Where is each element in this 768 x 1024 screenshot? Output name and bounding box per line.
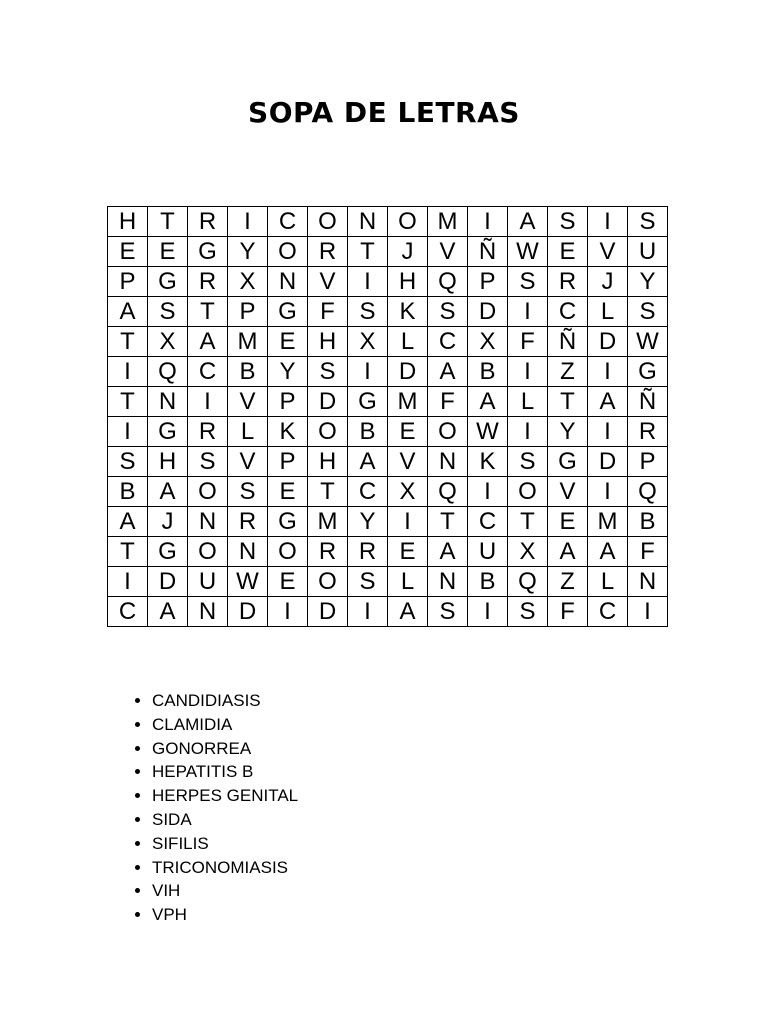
grid-cell: R [348, 537, 388, 567]
grid-cell: O [188, 477, 228, 507]
grid-cell: E [268, 327, 308, 357]
grid-cell: P [108, 267, 148, 297]
grid-cell: R [188, 267, 228, 297]
grid-row [108, 447, 668, 477]
grid-cell: Z [548, 567, 588, 597]
grid-cell: A [148, 477, 188, 507]
grid-cell: I [588, 417, 628, 447]
grid-cell: S [508, 597, 548, 627]
grid-cell: I [588, 477, 628, 507]
grid-cell: M [588, 507, 628, 537]
grid-cell: O [188, 537, 228, 567]
grid-cell: U [188, 567, 228, 597]
grid-cell: K [468, 447, 508, 477]
word-list-item: • SIDA [152, 808, 298, 832]
grid-cell: S [628, 207, 668, 237]
grid-cell: F [508, 327, 548, 357]
grid-cell: V [228, 447, 268, 477]
grid-cell: I [188, 387, 228, 417]
grid-cell: W [468, 417, 508, 447]
word-list-item: • TRICONOMIASIS [152, 856, 298, 880]
grid-cell: F [428, 387, 468, 417]
grid-cell: E [548, 237, 588, 267]
grid-cell: A [108, 297, 148, 327]
grid-cell: I [108, 567, 148, 597]
grid-cell: N [148, 387, 188, 417]
grid-cell: W [628, 327, 668, 357]
word-list-item: • CANDIDIASIS [152, 689, 298, 713]
grid-row [108, 507, 668, 537]
grid-cell: H [108, 207, 148, 237]
grid-cell: P [628, 447, 668, 477]
grid-cell: I [468, 597, 508, 627]
grid-cell: M [308, 507, 348, 537]
grid-cell: O [428, 417, 468, 447]
grid-cell: S [428, 297, 468, 327]
grid-cell: A [508, 207, 548, 237]
word-list-item: • VIH [152, 879, 298, 903]
grid-cell: M [228, 327, 268, 357]
grid-cell: I [508, 417, 548, 447]
grid-cell: O [308, 207, 348, 237]
grid-cell: L [588, 567, 628, 597]
grid-cell: R [548, 267, 588, 297]
grid-row [108, 327, 668, 357]
grid-cell: E [388, 417, 428, 447]
grid-cell: D [468, 297, 508, 327]
grid-cell: T [308, 477, 348, 507]
grid-cell: R [308, 237, 348, 267]
grid-cell: E [388, 537, 428, 567]
grid-cell: T [548, 387, 588, 417]
grid-cell: L [588, 297, 628, 327]
grid-cell: M [388, 387, 428, 417]
grid-cell: N [188, 507, 228, 537]
grid-cell: Y [628, 267, 668, 297]
grid-cell: V [548, 477, 588, 507]
grid-cell: C [108, 597, 148, 627]
grid-cell: T [428, 507, 468, 537]
grid-cell: L [388, 567, 428, 597]
grid-row [108, 417, 668, 447]
grid-cell: H [308, 327, 348, 357]
grid-cell: S [548, 207, 588, 237]
grid-cell: S [108, 447, 148, 477]
grid-cell: L [228, 417, 268, 447]
grid-cell: O [388, 207, 428, 237]
grid-cell: D [308, 387, 348, 417]
grid-cell: N [428, 447, 468, 477]
grid-cell: S [308, 357, 348, 387]
grid-cell: U [628, 237, 668, 267]
grid-cell: A [428, 537, 468, 567]
grid-cell: M [428, 207, 468, 237]
grid-cell: A [188, 327, 228, 357]
grid-cell: X [148, 327, 188, 357]
grid-cell: N [628, 567, 668, 597]
grid-cell: I [468, 207, 508, 237]
grid-cell: A [148, 597, 188, 627]
word-search-grid [107, 206, 668, 627]
grid-cell: G [268, 507, 308, 537]
grid-cell: C [188, 357, 228, 387]
grid-cell: I [228, 207, 268, 237]
grid-cell: N [228, 537, 268, 567]
grid-cell: G [148, 417, 188, 447]
page-title: SOPA DE LETRAS [248, 96, 520, 129]
grid-cell: R [308, 537, 348, 567]
grid-cell: S [228, 477, 268, 507]
grid-cell: A [388, 597, 428, 627]
grid-cell: A [548, 537, 588, 567]
grid-cell: P [228, 297, 268, 327]
grid-row [108, 297, 668, 327]
grid-cell: S [508, 447, 548, 477]
grid-cell: V [308, 267, 348, 297]
grid-cell: E [268, 567, 308, 597]
grid-cell: Ñ [468, 237, 508, 267]
grid-cell: X [348, 327, 388, 357]
grid-cell: F [308, 297, 348, 327]
grid-cell: S [508, 267, 548, 297]
grid-cell: H [308, 447, 348, 477]
grid-cell: H [388, 267, 428, 297]
grid-cell: I [508, 297, 548, 327]
grid-cell: G [148, 267, 188, 297]
word-list-item: • CLAMIDIA [152, 713, 298, 737]
grid-cell: J [148, 507, 188, 537]
grid-cell: G [348, 387, 388, 417]
grid-cell: J [388, 237, 428, 267]
grid-cell: R [188, 207, 228, 237]
grid-cell: V [428, 237, 468, 267]
grid-cell: G [628, 357, 668, 387]
grid-cell: V [228, 387, 268, 417]
grid-cell: D [588, 327, 628, 357]
grid-cell: O [268, 237, 308, 267]
grid-cell: H [148, 447, 188, 477]
word-list [110, 689, 298, 927]
grid-cell: I [588, 357, 628, 387]
grid-row [108, 537, 668, 567]
word-list-item: • GONORREA [152, 737, 298, 761]
word-list-item: • HEPATITIS B [152, 760, 298, 784]
grid-cell: C [268, 207, 308, 237]
grid-cell: C [348, 477, 388, 507]
grid-cell: X [388, 477, 428, 507]
grid-cell: I [348, 267, 388, 297]
grid-cell: I [508, 357, 548, 387]
grid-cell: W [508, 237, 548, 267]
grid-cell: S [348, 567, 388, 597]
grid-cell: I [268, 597, 308, 627]
grid-cell: I [468, 477, 508, 507]
grid-cell: D [228, 597, 268, 627]
grid-cell: Q [508, 567, 548, 597]
grid-cell: R [228, 507, 268, 537]
grid-cell: T [108, 327, 148, 357]
grid-cell: A [588, 387, 628, 417]
grid-cell: F [548, 597, 588, 627]
grid-cell: U [468, 537, 508, 567]
grid-cell: P [268, 387, 308, 417]
grid-cell: X [468, 327, 508, 357]
grid-cell: I [348, 597, 388, 627]
grid-cell: S [188, 447, 228, 477]
word-list-item: • VPH [152, 903, 298, 927]
grid-cell: N [268, 267, 308, 297]
grid-cell: C [548, 297, 588, 327]
grid-cell: V [588, 237, 628, 267]
grid-cell: B [228, 357, 268, 387]
grid-cell: B [108, 477, 148, 507]
grid-cell: I [108, 417, 148, 447]
grid-cell: I [108, 357, 148, 387]
grid-row [108, 207, 668, 237]
grid-cell: Ñ [548, 327, 588, 357]
grid-cell: E [148, 237, 188, 267]
grid-cell: A [588, 537, 628, 567]
grid-cell: O [268, 537, 308, 567]
grid-cell: A [468, 387, 508, 417]
grid-cell: D [308, 597, 348, 627]
grid-cell: A [348, 447, 388, 477]
grid-cell: Z [548, 357, 588, 387]
grid-cell: L [508, 387, 548, 417]
grid-cell: L [388, 327, 428, 357]
grid-cell: P [268, 447, 308, 477]
grid-cell: D [148, 567, 188, 597]
grid-cell: T [188, 297, 228, 327]
grid-cell: Y [548, 417, 588, 447]
word-search-grid-body [108, 207, 668, 627]
grid-cell: X [508, 537, 548, 567]
grid-row [108, 357, 668, 387]
grid-cell: Q [148, 357, 188, 387]
grid-cell: P [468, 267, 508, 297]
grid-cell: Q [428, 477, 468, 507]
grid-cell: G [548, 447, 588, 477]
grid-cell: B [468, 567, 508, 597]
grid-cell: I [388, 507, 428, 537]
grid-cell: X [228, 267, 268, 297]
grid-row [108, 237, 668, 267]
grid-cell: T [508, 507, 548, 537]
grid-cell: G [188, 237, 228, 267]
grid-cell: E [108, 237, 148, 267]
grid-cell: I [588, 207, 628, 237]
grid-cell: W [228, 567, 268, 597]
grid-cell: K [388, 297, 428, 327]
grid-cell: Y [228, 237, 268, 267]
grid-cell: O [308, 417, 348, 447]
grid-cell: C [468, 507, 508, 537]
grid-cell: C [428, 327, 468, 357]
grid-cell: A [428, 357, 468, 387]
grid-cell: Y [348, 507, 388, 537]
grid-cell: Ñ [628, 387, 668, 417]
grid-cell: S [148, 297, 188, 327]
grid-cell: G [268, 297, 308, 327]
grid-cell: V [388, 447, 428, 477]
grid-cell: K [268, 417, 308, 447]
grid-cell: E [268, 477, 308, 507]
grid-cell: T [108, 537, 148, 567]
grid-cell: A [108, 507, 148, 537]
grid-cell: N [428, 567, 468, 597]
grid-cell: D [388, 357, 428, 387]
grid-cell: T [148, 207, 188, 237]
grid-cell: Q [628, 477, 668, 507]
grid-cell: R [188, 417, 228, 447]
grid-row [108, 477, 668, 507]
word-list-item: • SIFILIS [152, 832, 298, 856]
grid-cell: Q [428, 267, 468, 297]
grid-cell: Y [268, 357, 308, 387]
grid-cell: I [348, 357, 388, 387]
grid-row [108, 597, 668, 627]
grid-cell: T [348, 237, 388, 267]
grid-cell: B [628, 507, 668, 537]
grid-cell: T [108, 387, 148, 417]
grid-cell: O [308, 567, 348, 597]
grid-cell: S [628, 297, 668, 327]
grid-cell: R [628, 417, 668, 447]
grid-cell: S [348, 297, 388, 327]
grid-cell: O [508, 477, 548, 507]
grid-row [108, 387, 668, 417]
grid-cell: C [588, 597, 628, 627]
grid-cell: J [588, 267, 628, 297]
grid-cell: D [588, 447, 628, 477]
grid-row [108, 567, 668, 597]
grid-cell: N [348, 207, 388, 237]
grid-row [108, 267, 668, 297]
grid-cell: B [468, 357, 508, 387]
grid-cell: N [188, 597, 228, 627]
grid-cell: F [628, 537, 668, 567]
grid-cell: G [148, 537, 188, 567]
word-list-item: • HERPES GENITAL [152, 784, 298, 808]
grid-cell: E [548, 507, 588, 537]
grid-cell: S [428, 597, 468, 627]
grid-cell: B [348, 417, 388, 447]
grid-cell: I [628, 597, 668, 627]
